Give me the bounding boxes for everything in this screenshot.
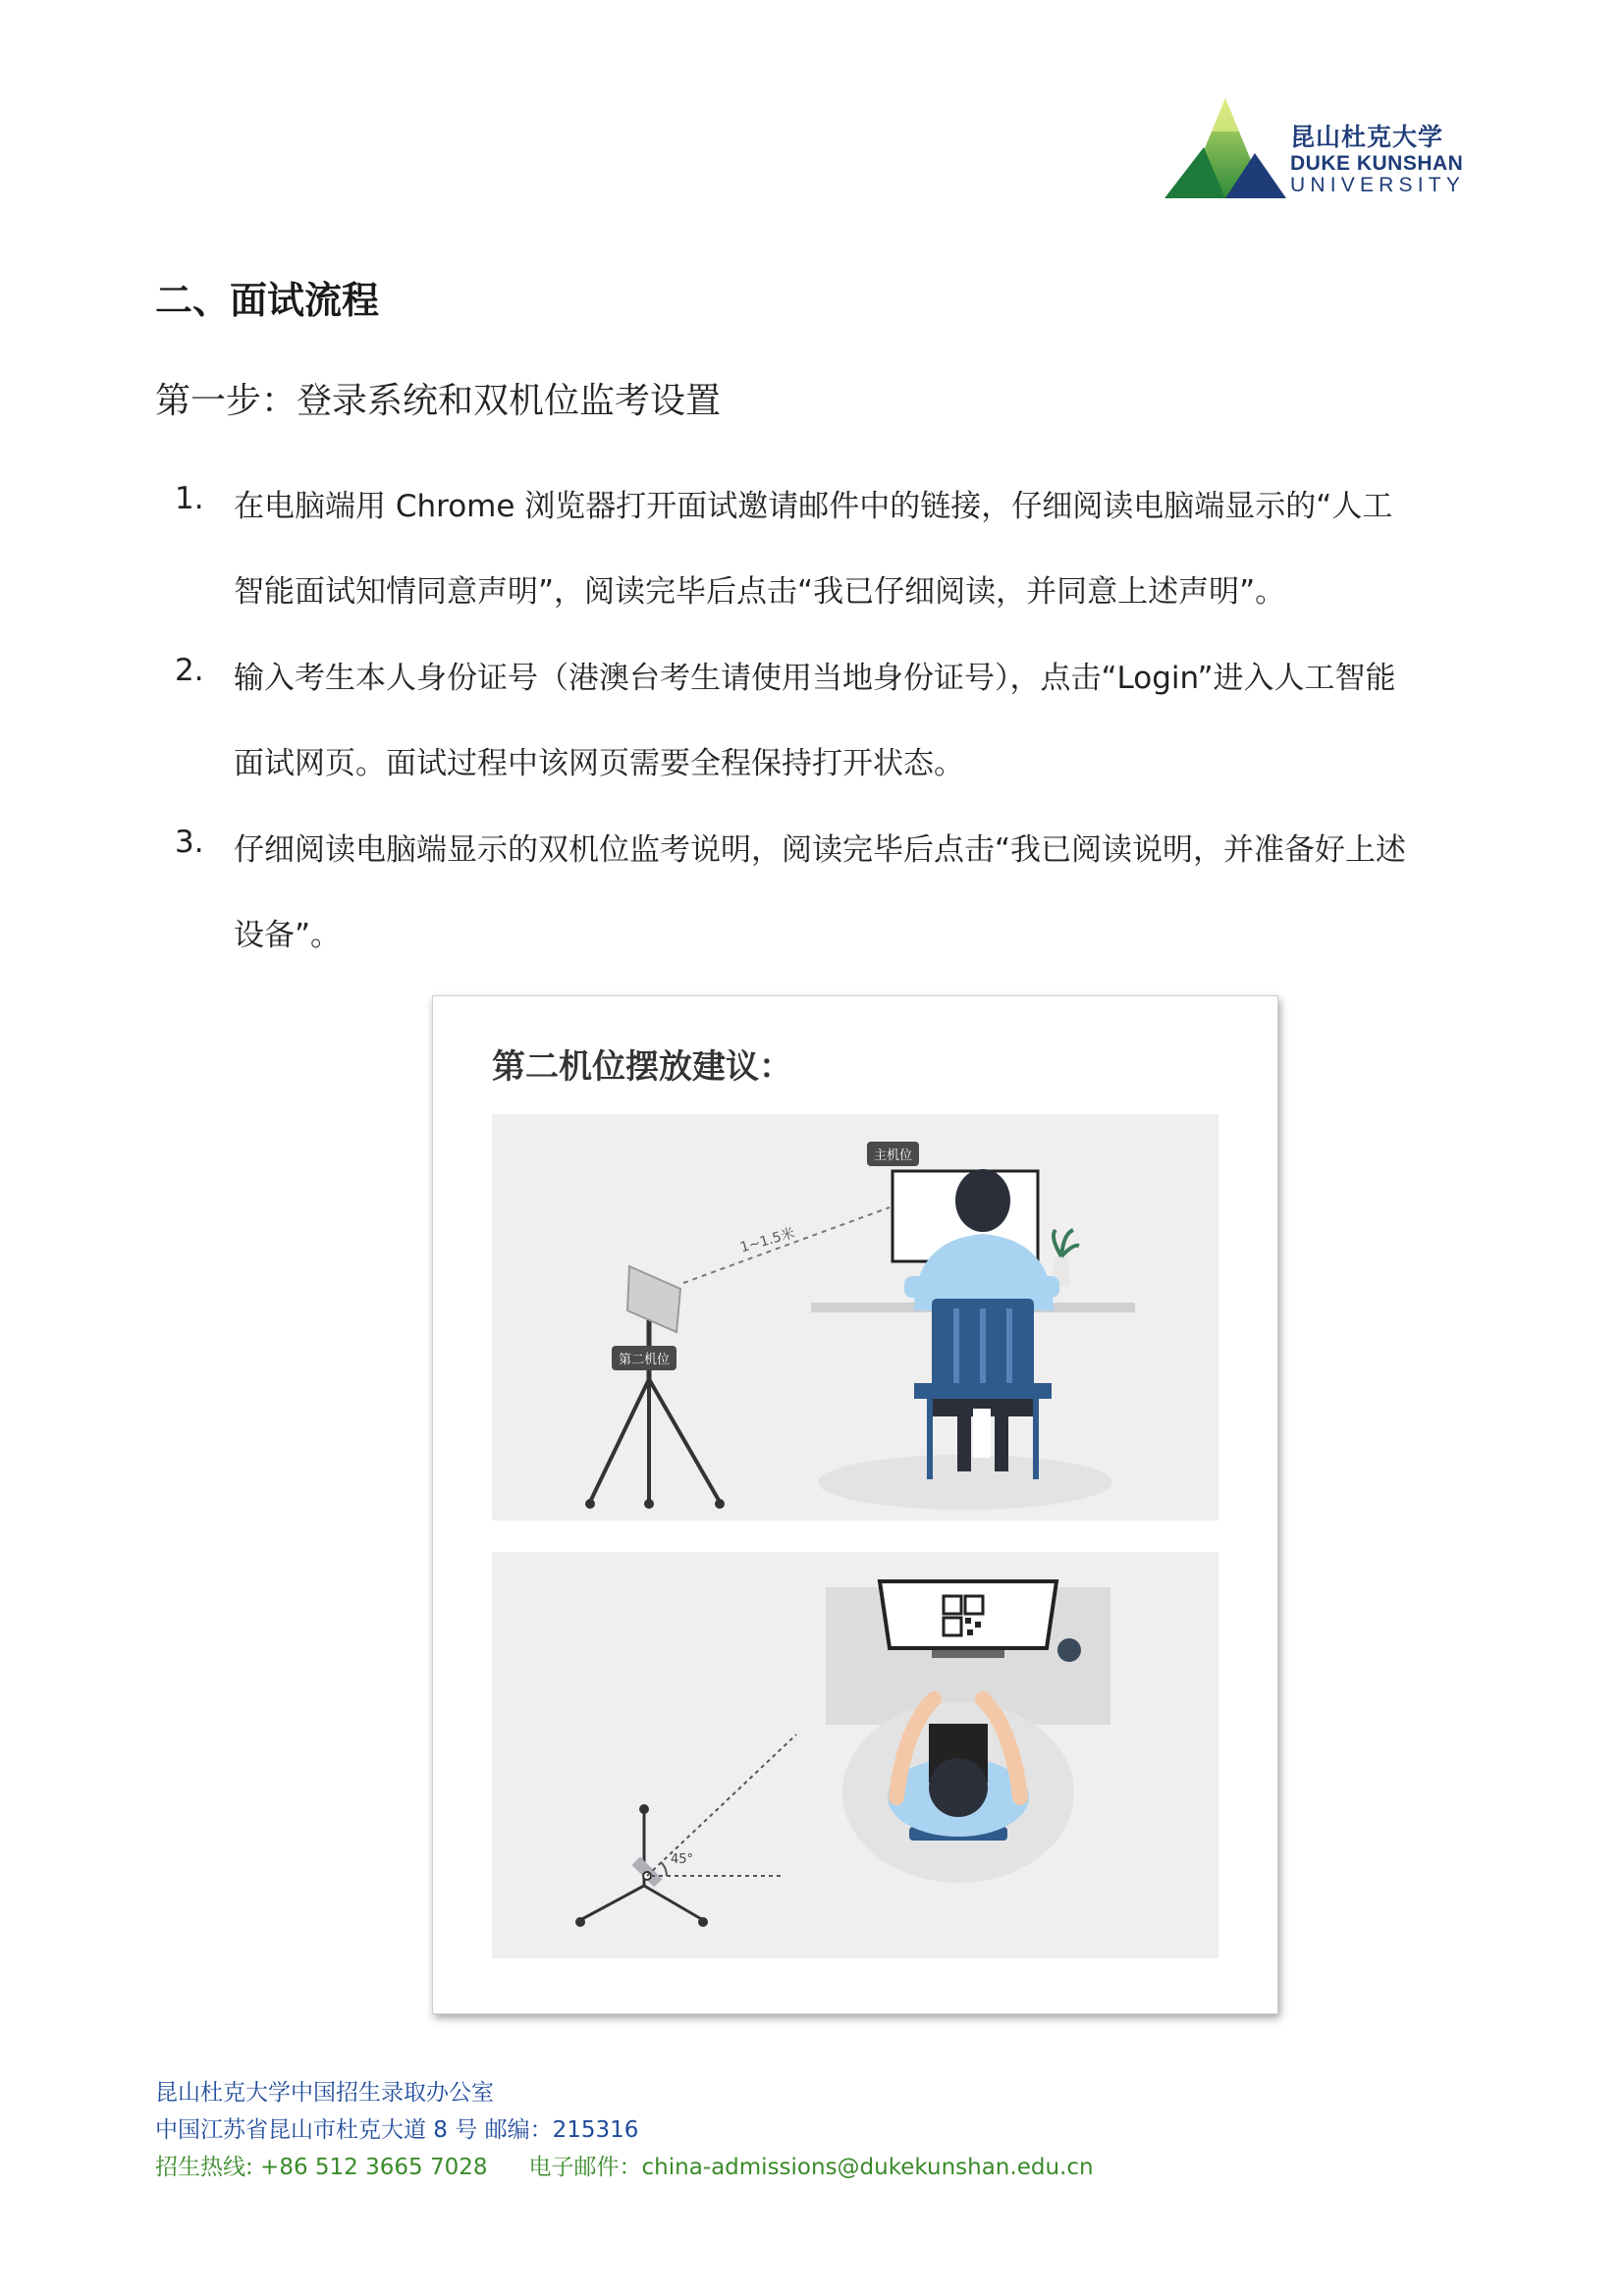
logo-english-line1: DUKE KUNSHAN — [1290, 152, 1464, 175]
angle-label: 45° — [671, 1852, 694, 1867]
step-number: 1. — [175, 481, 204, 516]
section-title: 二、面试流程 — [155, 279, 380, 322]
step-title: 第一步：登录系统和双机位监考设置 — [155, 381, 722, 421]
mountain-logo-icon — [1164, 96, 1287, 199]
university-logo — [1164, 96, 1489, 199]
footer-office: 昆山杜克大学中国招生录取办公室 — [155, 2080, 494, 2106]
top-view-illustration — [492, 1552, 1218, 1958]
footer-email[interactable]: 电子邮件：china-admissions@dukekunshan.edu.cn — [528, 2155, 1094, 2180]
step-number: 2. — [175, 653, 204, 688]
camera-setup-figure — [432, 995, 1278, 2014]
footer-contact — [155, 2149, 1094, 2181]
logo-english-line2: UNIVERSITY — [1290, 174, 1466, 196]
footer-address: 中国江苏省昆山市杜克大道 8 号 邮编：215316 — [155, 2117, 639, 2143]
step-text-line: 智能面试知情同意声明”，阅读完毕后点击“我已仔细阅读，并同意上述声明”。 — [234, 574, 1286, 610]
second-camera-tag: 第二机位 — [612, 1346, 677, 1370]
figure-title: 第二机位摆放建议： — [492, 1047, 792, 1087]
step-text-line: 输入考生本人身份证号（港澳台考生请使用当地身份证号），点击“Login”进入人工智能 — [234, 661, 1396, 696]
main-camera-tag: 主机位 — [867, 1142, 919, 1166]
step-text-line: 仔细阅读电脑端显示的双机位监考说明，阅读完毕后点击“我已阅读说明，并准备好上述 — [234, 832, 1407, 868]
distance-label: 1~1.5米 — [738, 1225, 797, 1256]
step-number: 3. — [175, 825, 204, 860]
step-text-line: 设备”。 — [234, 918, 342, 953]
step-text-line: 在电脑端用 Chrome 浏览器打开面试邀请邮件中的链接，仔细阅读电脑端显示的“人工 — [234, 489, 1393, 524]
footer-hotline: 招生热线: +86 512 3665 7028 — [155, 2155, 488, 2180]
side-view-illustration — [492, 1114, 1218, 1521]
step-text-line: 面试网页。面试过程中该网页需要全程保持打开状态。 — [234, 746, 964, 781]
logo-chinese-name: 昆山杜克大学 — [1290, 123, 1444, 151]
